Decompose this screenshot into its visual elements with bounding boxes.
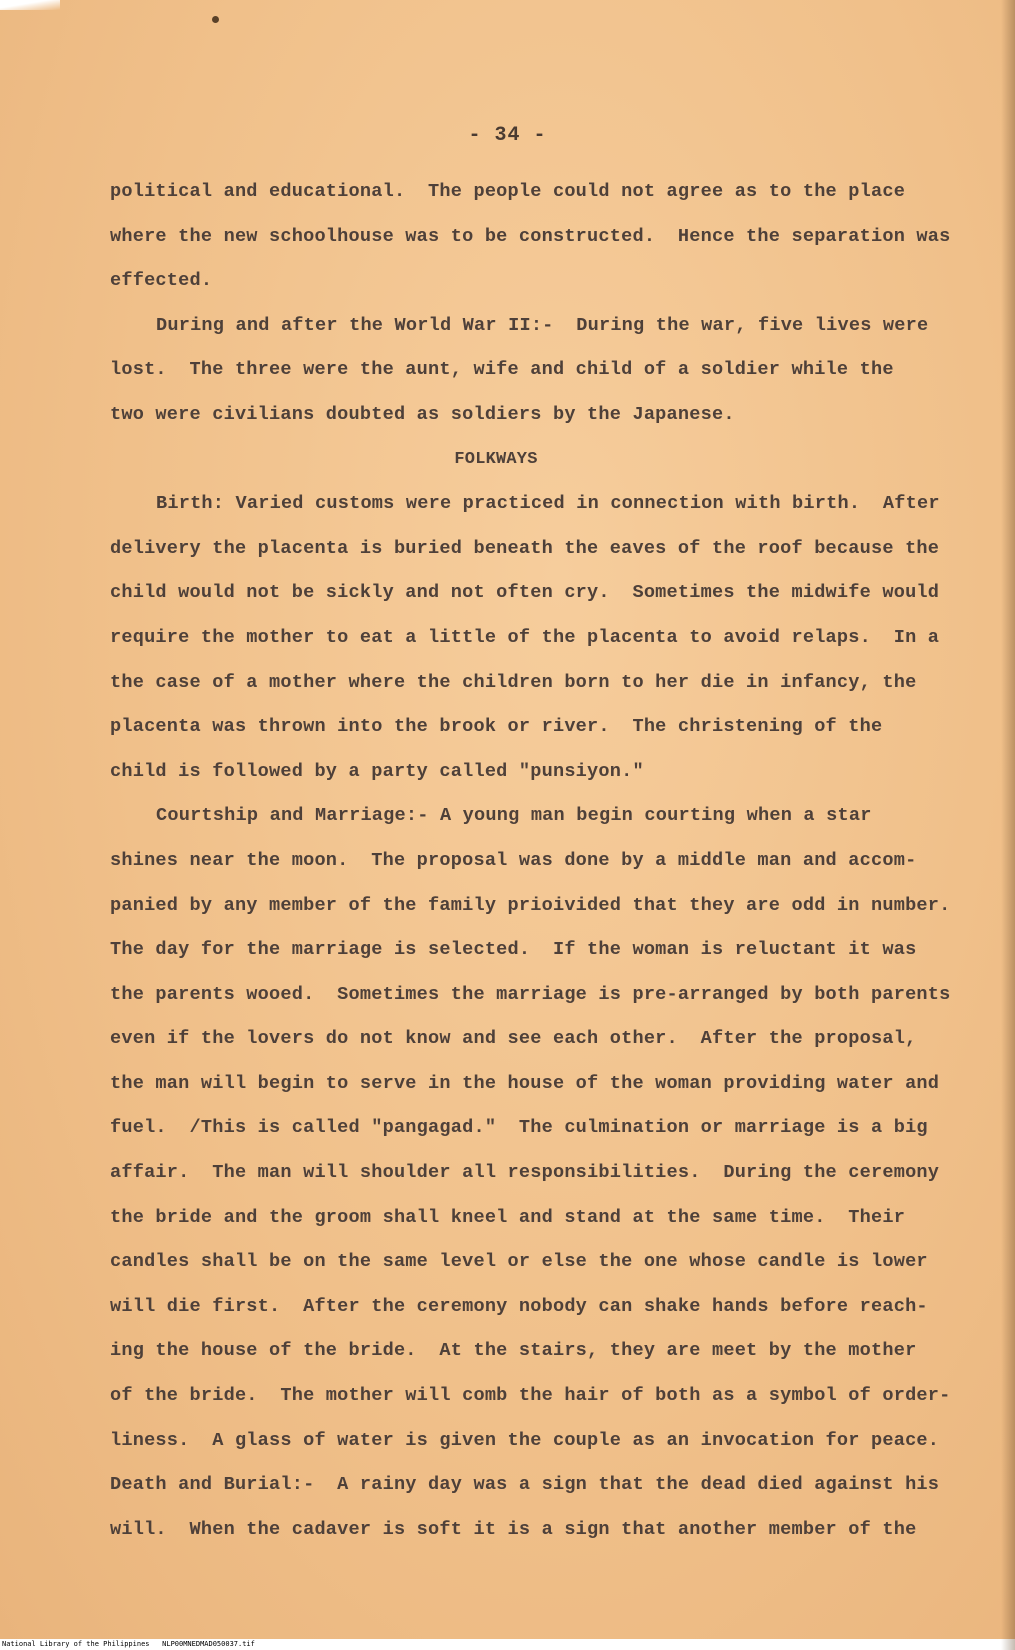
text-line: the case of a mother where the children born to her die in infancy, the xyxy=(110,671,917,693)
text-line: child would not be sickly and not often cry. Sometimes the midwife would xyxy=(110,582,940,604)
text-line: delivery the placenta is buried beneath the eaves of the roof because the xyxy=(110,537,940,559)
text-line: affair. The man will shoulder all responsibilities. During the ceremony xyxy=(110,1162,940,1184)
text-line: effected. xyxy=(110,270,213,292)
ink-speck xyxy=(212,16,219,23)
text-line: The day for the marriage is selected. If the woman is reluctant it was xyxy=(110,939,917,961)
text-line: placenta was thrown into the brook or river. The christening of the xyxy=(110,716,883,738)
paragraph-birth: Birth: Varied customs were practiced in connection with birth. After xyxy=(156,493,940,515)
text-line: the bride and the groom shall kneel and stand at the same time. Their xyxy=(110,1206,906,1228)
section-heading-folkways: FOLKWAYS xyxy=(454,449,538,469)
paragraph-world-war-ii: During and after the World War II:- During the war, five lives were xyxy=(156,314,929,336)
text-line: shines near the moon. The proposal was done by a middle man and accom- xyxy=(110,849,917,871)
text-line: where the new schoolhouse was to be constructed. Hence the separation was xyxy=(110,225,951,247)
text-line: liness. A glass of water is given the couple as an invocation for peace. xyxy=(110,1429,940,1451)
text-line: will. When the cadaver is soft it is a sign that another member of the xyxy=(110,1518,917,1540)
text-line: ing the house of the bride. At the stairs, they are meet by the mother xyxy=(110,1340,917,1362)
text-line: the man will begin to serve in the house of the woman providing water and xyxy=(110,1072,940,1094)
text-line: fuel. /This is called "pangagad." The culmination or marriage is a big xyxy=(110,1117,928,1139)
text-line: political and educational. The people could not agree as to the place xyxy=(110,181,906,202)
body-text xyxy=(110,170,951,1552)
text-line: two were civilians doubted as soldiers by the Japanese. xyxy=(110,403,735,425)
paragraph-death-burial: Death and Burial:- A rainy day was a sign that the dead died against his xyxy=(110,1474,940,1496)
paragraph-courtship-marriage: Courtship and Marriage:- A young man begin courting when a star xyxy=(156,805,872,827)
text-line: lost. The three were the aunt, wife and child of a soldier while the xyxy=(110,359,894,381)
folded-corner xyxy=(0,0,60,10)
text-line: of the bride. The mother will comb the hair of both as a symbol of order- xyxy=(110,1385,951,1407)
text-line: panied by any member of the family prioivided that they are odd in number. xyxy=(110,894,951,916)
scan-footer-bar xyxy=(0,1639,1015,1650)
text-line: require the mother to eat a little of the placenta to avoid relaps. In a xyxy=(110,626,940,648)
text-line: even if the lovers do not know and see each other. After the proposal, xyxy=(110,1028,917,1050)
text-line: child is followed by a party called "punsiyon." xyxy=(110,760,644,782)
page-number: - 34 - xyxy=(468,124,547,147)
text-line: the parents wooed. Sometimes the marriage is pre-arranged by both parents xyxy=(110,983,951,1005)
scan-caption: National Library of the Philippines NLP00MNEDMAD050037.tif xyxy=(2,1640,255,1648)
text-line: candles shall be on the same level or else the one whose candle is lower xyxy=(110,1251,928,1273)
text-line: will die first. After the ceremony nobody can shake hands before reach- xyxy=(110,1295,928,1317)
